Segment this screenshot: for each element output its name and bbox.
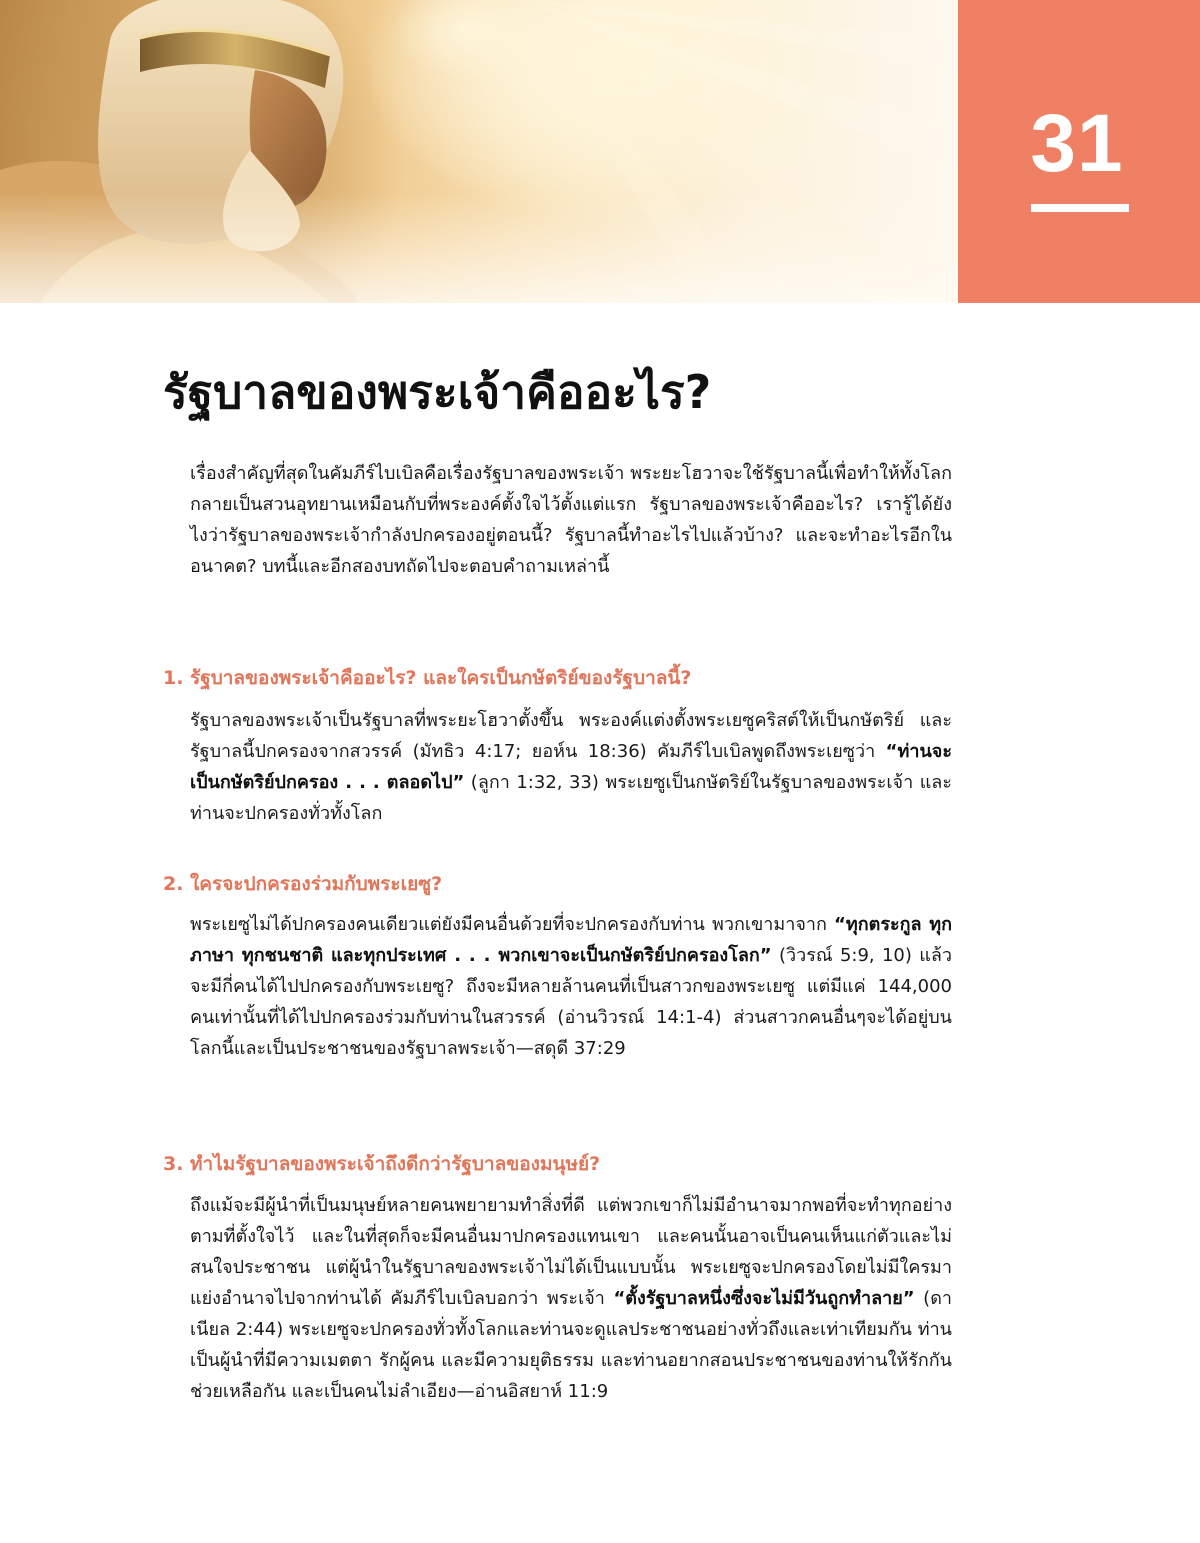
hero-fade: [0, 193, 958, 303]
paragraph-text: พระเยซูไม่ได้ปกครองคนเดียวแต่ยังมีคนอื่นด้วยที่จะปกครองกับท่าน พวกเขามาจาก: [190, 914, 835, 935]
paragraph-text: (วิวรณ์ 5:9, 10) แล้วจะมีกี่คนได้ไปปกครองกับพระเยซู? ถึงจะมีหลายล้านคนที่เป็นสาวกของพระเยซู แต่มีแค่ 144,000 คนเท่านั้นที่ได้ไปปกครองร่วมกับท่านในสวรรค์ (อ่านวิวรณ์ 14:1-4) ส่วนสาวกคนอื่นๆจะได้อยู่บนโลกนี้และเป็นประชาชนของรัฐบาลพระเจ้า—สดุดี 37:29: [190, 945, 952, 1059]
section-paragraph-1: [190, 705, 952, 829]
section-heading-text: ใครจะปกครองร่วมกับพระเยซู?: [190, 873, 443, 895]
section-heading-text: ทำไมรัฐบาลของพระเจ้าถึงดีกว่ารัฐบาลของมนุษย์?: [190, 1153, 601, 1175]
section-number: 1.: [163, 667, 184, 689]
section-number: 2.: [163, 873, 184, 895]
intro-paragraph: เรื่องสำคัญที่สุดในคัมภีร์ไบเบิลคือเรื่องรัฐบาลของพระเจ้า พระยะโฮวาจะใช้รัฐบาลนี้เพื่อทำให้ทั้งโลกกลายเป็นสวนอุทยานเหมือนกับที่พระองค์ตั้งใจไว้ตั้งแต่แรก รัฐบาลของพระเจ้าคืออะไร? เรารู้ได้ยังไงว่ารัฐบาลของพระเจ้ากำลังปกครองอยู่ตอนนี้? รัฐบาลนี้ทำอะไรไปแล้วบ้าง? และจะทำอะไรอีกในอนาคต? บทนี้และอีกสองบทถัดไปจะตอบคำถามเหล่านี้: [190, 463, 952, 577]
scripture-quote: “ตั้งรัฐบาลหนึ่งซึ่งจะไม่มีวันถูกทำลาย”: [613, 1288, 915, 1309]
scripture-quote: “ท่านจะเป็นกษัตริย์ปกครอง . . . ตลอดไป”: [190, 741, 952, 793]
paragraph-text: (ดาเนียล 2:44) พระเยซูจะปกครองทั่วทั้งโลกและท่านจะดูแลประชาชนอย่างทั่วถึงและเท่าเทียมกัน ท่านเป็นผู้นำที่มีความเมตตา รักผู้คน และมีความยุติธรรม และท่านอยากสอนประชาชนของท่านให้รักกัน ช่วยเหลือกัน และเป็นคนไม่ลำเอียง—อ่านอิสยาห์ 11:9: [190, 1288, 952, 1402]
section-heading-text: รัฐบาลของพระเจ้าคืออะไร? และใครเป็นกษัตริย์ของรัฐบาลนี้?: [190, 667, 692, 689]
paragraph-text: (ลูกา 1:32, 33) พระเยซูเป็นกษัตริย์ในรัฐบาลของพระเจ้า และท่านจะปกครองทั่วทั้งโลก: [190, 772, 952, 824]
chapter-underline: [1031, 204, 1129, 212]
page-title: รัฐบาลของพระเจ้าคืออะไร?: [163, 365, 712, 419]
section-heading-2: [163, 870, 963, 898]
section-heading-1: [163, 664, 963, 692]
hero-image: [0, 0, 958, 303]
section-heading-3: [163, 1150, 963, 1178]
section-paragraph-3: [190, 1190, 952, 1407]
chapter-badge: [958, 0, 1200, 303]
scripture-quote: “ทุกตระกูล ทุกภาษา ทุกชนชาติ และทุกประเทศ . . . พวกเขาจะเป็นกษัตริย์ปกครองโลก”: [190, 914, 952, 966]
section-number: 3.: [163, 1153, 184, 1175]
section-paragraph-2: [190, 909, 952, 1064]
chapter-number: 31: [1030, 98, 1124, 189]
paragraph-text: ถึงแม้จะมีผู้นำที่เป็นมนุษย์หลายคนพยายามทำสิ่งที่ดี แต่พวกเขาก็ไม่มีอำนาจมากพอที่จะทำทุกอย่างตามที่ตั้งใจไว้ และในที่สุดก็จะมีคนอื่นมาปกครองแทนเขา และคนนั้นอาจเป็นคนเห็นแก่ตัวและไม่สนใจประชาชน แต่ผู้นำในรัฐบาลของพระเจ้าไม่ได้เป็นแบบนั้น พระเยซูจะปกครองโดยไม่มีใครมาแย่งอำนาจไปจากท่านได้ คัมภีร์ไบเบิลบอกว่า พระเจ้า: [190, 1195, 952, 1309]
paragraph-text: รัฐบาลของพระเจ้าเป็นรัฐบาลที่พระยะโฮวาตั้งขึ้น พระองค์แต่งตั้งพระเยซูคริสต์ให้เป็นกษัตริย์ และรัฐบาลนี้ปกครองจากสวรรค์ (มัทธิว 4:17; ยอห์น 18:36) คัมภีร์ไบเบิลพูดถึงพระเยซูว่า: [190, 710, 952, 762]
